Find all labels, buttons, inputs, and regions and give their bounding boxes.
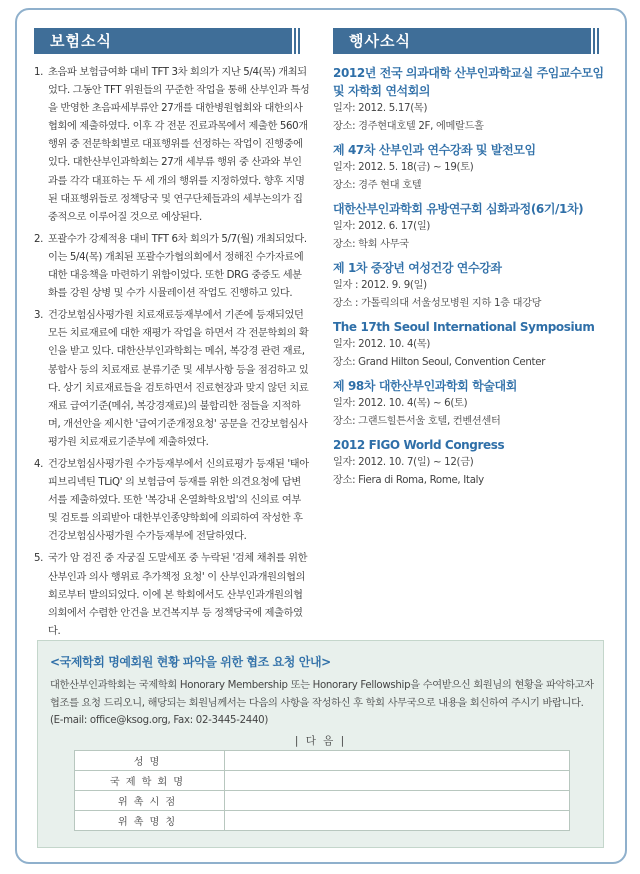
event-date: 일자: 2012. 10. 7(일) ~ 12(금) <box>333 457 474 468</box>
item-text: 건강보험심사평가원 수가등재부에서 신의료평가 등재된 '태아피브리넥틴 TLiQ' 의 보험급여 등재를 위한 의견요청에 답변서를 제출하였다. 또한 '복강내 온열화학요법'의 신의료 여부 및 검토를 의뢰받아 대한부인종양학회에 의뢰하여 작성한 후 건강보험심사평가원 수가등재부에 전달하였다. <box>48 458 309 543</box>
event-item <box>333 64 613 136</box>
event-date: 일자 : 2012. 9. 9(일) <box>333 280 427 291</box>
insurance-item <box>34 307 310 452</box>
table-row <box>75 771 570 791</box>
item-text: 초음파 보험급여화 대비 TFT 3차 회의가 지난 5/4(목) 개최되었다. 그동안 TFT 위원들의 꾸준한 작업을 통해 산부인과 특성을 반영한 초음파세부류안 27개를 대한병원협회와 대한의사협회에 제출하였다. 이후 각 전문 진료과목에서 제출한 560개 행위 중 전문학회별로 대표행위를 선정하는 작업이 진행중에 있다. 대한산부인과학회는 27개 세부류 행위 중 산과와 부인과를 각각 대표하는 두 세 개의 행위를 지정하였다. 향후 지명된 대표행위들로 정책당국 및 연구단체들과의 세부논의가 집중적으로 이루어질 것으로 예상된다. <box>48 67 310 223</box>
event-item <box>333 377 613 431</box>
event-item <box>333 436 613 490</box>
table-row <box>75 751 570 771</box>
item-text: 건강보험심사평가원 치료재료등재부에서 기존에 등재되었던 모든 치료재료에 대한 재평가 작업을 하면서 각 전문학회의 확인을 받고 있다. 대한산부인과학회는 메쉬, 복강경 관련 재료, 봉합사 등의 치료재료 분류기준 및 세부사항 등을 점검하고 있다. 상기 치료재료들을 검토하면서 진료현장과 맞지 않던 치료재료 급여기준(메쉬, 복강경재료)의 불합리한 점들을 지적하며, 개선안을 제시한 '급여기준개정요청' 공문을 건강보험심사평가원 치료재료기준부에 제출하였다. <box>48 310 309 448</box>
item-text: 국가 암 검진 중 자궁질 도말세포 중 누락된 '검체 채취를 위한 산부인과 의사 행위료 추가책정 요청' 이 산부인과개원의협의회로부터 발의되었다. 이에 본 학회에서도 산부인과개원의협의회에서 수렴한 안건을 보건복지부 등 정책당국에 제출하였다. <box>48 553 308 637</box>
event-title: 제 47차 산부인과 연수강좌 및 발전모임 <box>333 143 536 157</box>
event-title: The 17th Seoul International Symposium <box>333 320 595 334</box>
event-title: 2012년 전국 의과대학 산부인과학교실 주임교수모임 및 자학회 연석회의 <box>333 66 604 98</box>
event-title: 제 98차 대한산부인과학회 학술대회 <box>333 379 517 393</box>
item-number: 2. <box>34 233 44 245</box>
event-item <box>333 318 613 372</box>
form-field-society[interactable] <box>225 771 570 791</box>
form-field-title[interactable] <box>225 811 570 831</box>
table-row <box>75 791 570 811</box>
event-date: 일자: 2012. 6. 17(일) <box>333 221 431 232</box>
event-item <box>333 141 613 195</box>
insurance-item <box>34 64 310 227</box>
event-venue: 장소: Fiera di Roma, Rome, Italy <box>333 475 484 486</box>
honorary-member-notice <box>37 640 604 848</box>
notice-subheading: | 다 음 | <box>294 735 347 747</box>
event-item <box>333 200 613 254</box>
event-title: 2012 FIGO World Congress <box>333 438 505 452</box>
reply-form-table <box>74 750 570 831</box>
item-number: 5. <box>34 553 44 565</box>
event-venue: 장소: Grand Hilton Seoul, Convention Center <box>333 357 546 368</box>
form-field-date[interactable] <box>225 791 570 811</box>
notice-body: 대한산부인과학회는 국제학회 Honorary Membership 또는 Honorary Fellowship을 수여받으신 회원님의 현황을 파악하고자 협조를 요청 드리오니, 해당되는 회원님께서는 다음의 사항을 작성하신 후 학회 사무국으로 내용을 회신하여 주시기 바랍니다. (E-mail: office@ksog.org, Fax: 02-3445-2440) <box>50 680 594 726</box>
insurance-news-header: 보험소식 <box>34 28 300 54</box>
event-venue: 장소 : 가톨릭의대 서울성모병원 지하 1층 대강당 <box>333 298 542 309</box>
table-row <box>75 811 570 831</box>
event-item <box>333 259 613 313</box>
event-date: 일자: 2012. 5. 18(금) ~ 19(토) <box>333 162 474 173</box>
insurance-item <box>34 231 310 303</box>
event-news-header: 행사소식 <box>333 28 599 54</box>
notice-title: <국제학회 명예회원 현황 파악을 위한 협조 요청 안내> <box>50 655 331 669</box>
event-venue: 장소: 경주 현대 호텔 <box>333 180 422 191</box>
insurance-item <box>34 550 310 640</box>
insurance-news-list <box>34 64 310 645</box>
event-date: 일자: 2012. 10. 4(목) <box>333 339 431 350</box>
event-title: 제 1차 중장년 여성건강 연수강좌 <box>333 261 502 275</box>
form-label-date: 위촉시점 <box>75 791 225 811</box>
item-number: 3. <box>34 310 44 322</box>
item-text: 포괄수가 강제적용 대비 TFT 6차 회의가 5/7(월) 개최되었다. 이는 5/4(목) 개최된 포괄수가협의회에서 정해진 수가자료에 대한 대응책을 마련하기 위함이었다. 또한 DRG 중증도 세분화를 강원 상병 및 수가 시뮬레이션 작업도 진행하고 있다. <box>48 233 307 300</box>
form-label-society: 국제학회명 <box>75 771 225 791</box>
event-venue: 장소: 학회 사무국 <box>333 239 409 250</box>
item-number: 4. <box>34 458 44 470</box>
event-venue: 장소: 그랜드힐튼서울 호텔, 컨벤션센터 <box>333 416 501 427</box>
event-venue: 장소: 경주현대호텔 2F, 에메랄드홀 <box>333 121 484 132</box>
form-label-name: 성명 <box>75 751 225 771</box>
form-field-name[interactable] <box>225 751 570 771</box>
insurance-item <box>34 456 310 546</box>
item-number: 1. <box>34 67 44 78</box>
event-news-list <box>333 64 613 495</box>
form-label-title: 위촉명칭 <box>75 811 225 831</box>
event-title: 대한산부인과학회 유방연구회 심화과정(6기/1차) <box>333 202 584 216</box>
event-date: 일자: 2012. 5.17(목) <box>333 103 428 114</box>
event-date: 일자: 2012. 10. 4(목) ~ 6(토) <box>333 398 468 409</box>
